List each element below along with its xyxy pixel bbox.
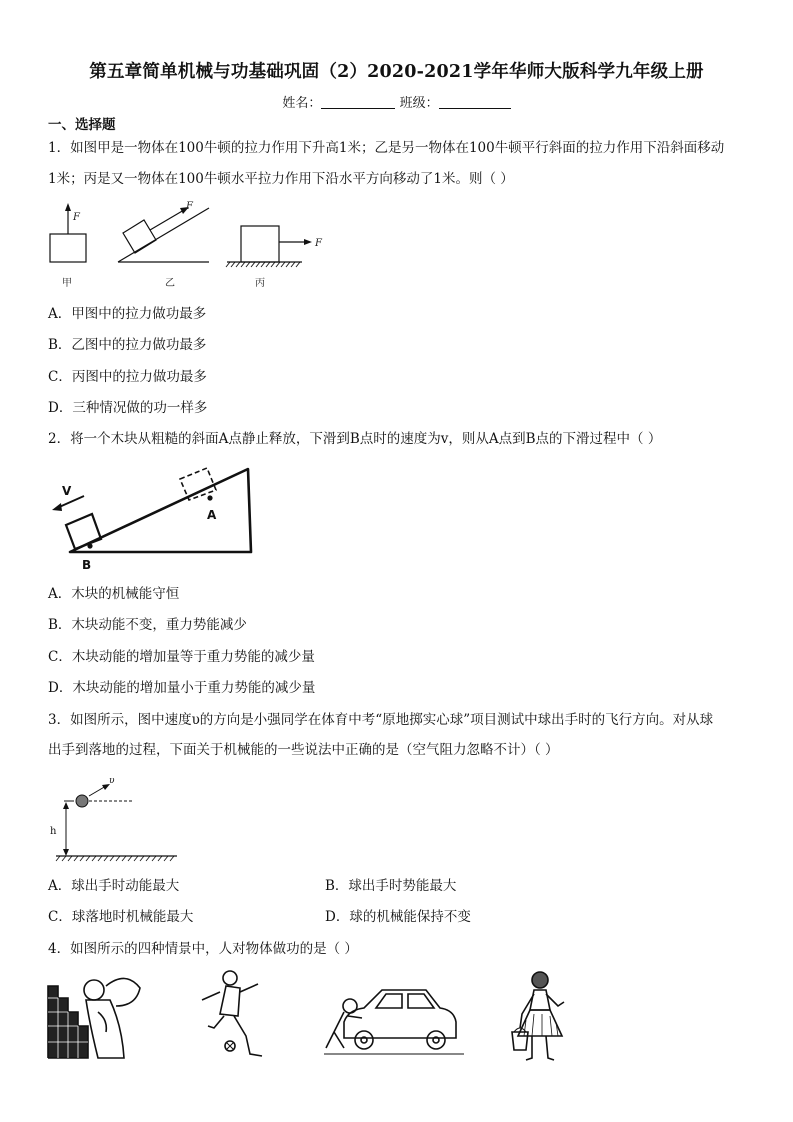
q4-figure xyxy=(44,966,584,1066)
q4-scene-kicking xyxy=(202,971,262,1056)
q1-label-bing: 丙 xyxy=(255,278,265,289)
q2-point-b-label: B xyxy=(82,558,92,572)
q3-stem-line1: 3．如图所示，图中速度υ的方向是小强同学在体育中考“原地掷实心球”项目测试中球出手时的飞行方向。对从球 xyxy=(48,712,714,728)
q1-fig-yi xyxy=(118,201,209,289)
q4-scene-bucket xyxy=(512,972,564,1060)
q1-option-c[interactable]: C．丙图中的拉力做功最多 xyxy=(48,369,207,385)
q4-scene-pushing-car xyxy=(324,990,464,1054)
q3-option-d[interactable]: D．球的机械能保持不变 xyxy=(325,909,471,925)
class-blank[interactable] xyxy=(439,96,511,109)
student-info-line xyxy=(0,92,793,111)
page-title: 第五章简单机械与功基础巩固（2）2020-2021学年华师大版科学九年级上册 xyxy=(89,62,704,82)
q3-height-label: h xyxy=(50,826,57,837)
q2-velocity-label: V xyxy=(62,484,72,498)
q2-point-a-label: A xyxy=(207,508,217,522)
q3-velocity-label: υ xyxy=(109,776,115,786)
q2-option-d[interactable]: D．木块动能的增加量小于重力势能的减少量 xyxy=(48,680,316,696)
q4-stem-line1: 4．如图所示的四种情景中，人对物体做功的是（ ） xyxy=(48,941,358,957)
q1-fig-bing xyxy=(226,226,323,289)
q3-option-b[interactable]: B．球出手时势能最大 xyxy=(325,878,457,894)
q1-stem-line2: 1米；丙是又一物体在100牛顿水平拉力作用下沿水平方向移动了1米。则（ ） xyxy=(48,171,514,187)
class-label: 班级： xyxy=(399,96,439,111)
q3-option-c[interactable]: C．球落地时机械能最大 xyxy=(48,909,194,925)
q2-option-a[interactable]: A．木块的机械能守恒 xyxy=(48,586,180,602)
q3-stem-line2: 出手到落地的过程，下面关于机械能的一些说法中正确的是（空气阻力忽略不计）（ ） xyxy=(48,742,559,758)
q1-force-label-b: F xyxy=(186,201,193,212)
q3-option-a[interactable]: A．球出手时动能最大 xyxy=(48,878,180,894)
q1-label-yi: 乙 xyxy=(165,278,175,289)
q1-fig-jia xyxy=(50,203,86,289)
q1-label-jia: 甲 xyxy=(62,278,72,289)
q4-scene-carrying xyxy=(48,978,140,1058)
q2-stem-line1: 2．将一个木块从粗糙的斜面A点静止释放，下滑到B点时的速度为v，则从A点到B点的下滑过程中（ ） xyxy=(48,431,662,447)
name-label: 姓名： xyxy=(282,96,322,111)
name-blank[interactable] xyxy=(321,96,395,109)
q2-option-c[interactable]: C．木块动能的增加量等于重力势能的减少量 xyxy=(48,649,315,665)
q1-force-label-c: F xyxy=(315,238,322,249)
q1-option-a[interactable]: A．甲图中的拉力做功最多 xyxy=(48,306,207,322)
q1-option-b[interactable]: B．乙图中的拉力做功最多 xyxy=(48,337,207,353)
q3-figure xyxy=(44,772,184,867)
q1-option-d[interactable]: D．三种情况做的功一样多 xyxy=(48,400,208,416)
q1-force-label-a: F xyxy=(73,212,80,223)
q2-option-b[interactable]: B．木块动能不变，重力势能减少 xyxy=(48,617,247,633)
section-heading: 一、选择题 xyxy=(48,117,116,133)
q2-figure xyxy=(44,465,264,575)
q1-stem-line1: 1．如图甲是一物体在100牛顿的拉力作用下升高1米；乙是另一物体在100牛顿平行斜面的拉力作用下沿斜面移动 xyxy=(48,140,725,156)
q1-figure xyxy=(44,198,344,293)
